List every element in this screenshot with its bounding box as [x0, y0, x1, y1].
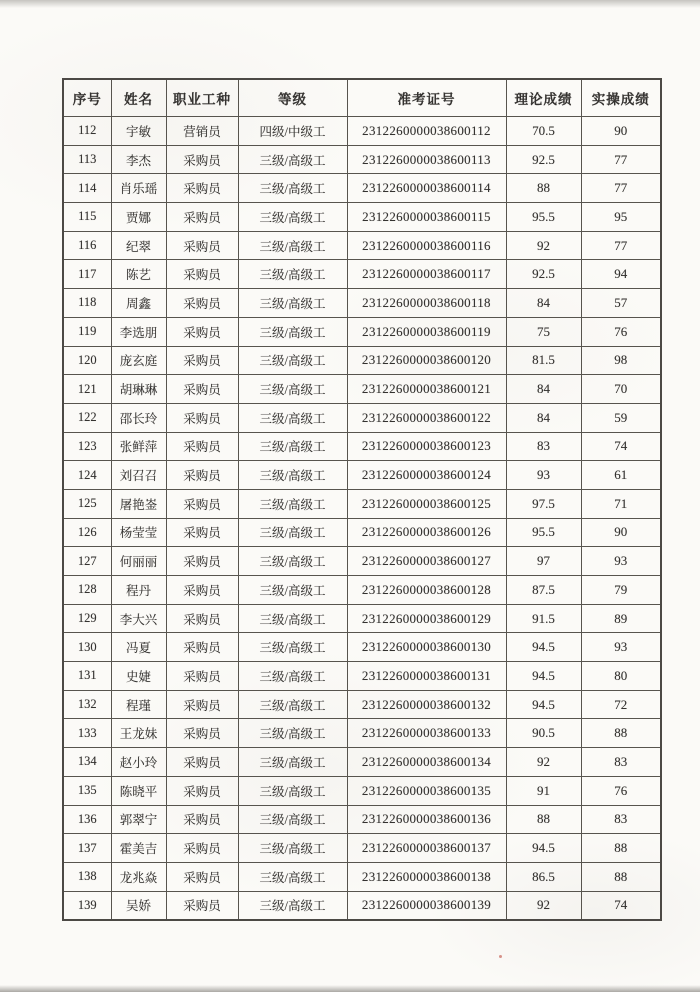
table-cell-name: 贾娜: [111, 203, 166, 232]
table-cell-ticket-no: 2312260000038600117: [347, 260, 506, 289]
table-cell-ticket-no: 2312260000038600139: [347, 891, 506, 920]
table-cell-index: 113: [63, 145, 111, 174]
table-cell-theory-score: 94.5: [506, 690, 581, 719]
table-cell-level: 三级/高级工: [238, 633, 347, 662]
table-cell-practical-score: 80: [581, 662, 661, 691]
table-cell-name: 屠艳崟: [111, 489, 166, 518]
table-cell-name: 庞玄庭: [111, 346, 166, 375]
table-cell-practical-score: 71: [581, 489, 661, 518]
table-cell-level: 三级/高级工: [238, 260, 347, 289]
table-cell-level: 三级/高级工: [238, 576, 347, 605]
table-row: [63, 719, 661, 748]
table-cell-level: 三级/高级工: [238, 432, 347, 461]
table-cell-ticket-no: 2312260000038600120: [347, 346, 506, 375]
table-cell-ticket-no: 2312260000038600135: [347, 776, 506, 805]
table-cell-theory-score: 75: [506, 317, 581, 346]
table-cell-level: 三级/高级工: [238, 203, 347, 232]
table-cell-index: 116: [63, 231, 111, 260]
table-cell-practical-score: 89: [581, 604, 661, 633]
table-cell-occupation: 采购员: [166, 432, 238, 461]
table-cell-theory-score: 87.5: [506, 576, 581, 605]
table-cell-occupation: 采购员: [166, 231, 238, 260]
table-cell-practical-score: 90: [581, 117, 661, 146]
table-cell-theory-score: 94.5: [506, 834, 581, 863]
table-cell-ticket-no: 2312260000038600114: [347, 174, 506, 203]
table-row: [63, 662, 661, 691]
table-cell-practical-score: 61: [581, 461, 661, 490]
table-cell-practical-score: 77: [581, 145, 661, 174]
table-cell-practical-score: 76: [581, 317, 661, 346]
column-header-theory-score: 理论成绩: [506, 79, 581, 117]
table-cell-practical-score: 93: [581, 633, 661, 662]
table-row: [63, 346, 661, 375]
table-cell-occupation: 采购员: [166, 690, 238, 719]
table-cell-occupation: 采购员: [166, 891, 238, 920]
table-cell-level: 三级/高级工: [238, 145, 347, 174]
table-cell-level: 三级/高级工: [238, 662, 347, 691]
table-cell-level: 三级/高级工: [238, 547, 347, 576]
table-cell-ticket-no: 2312260000038600126: [347, 518, 506, 547]
table-row: [63, 203, 661, 232]
table-cell-ticket-no: 2312260000038600112: [347, 117, 506, 146]
table-cell-occupation: 采购员: [166, 289, 238, 318]
table-cell-index: 117: [63, 260, 111, 289]
table-cell-ticket-no: 2312260000038600133: [347, 719, 506, 748]
table-cell-level: 三级/高级工: [238, 690, 347, 719]
column-header-ticket-no: 准考证号: [347, 79, 506, 117]
table-cell-occupation: 采购员: [166, 834, 238, 863]
table-cell-ticket-no: 2312260000038600116: [347, 231, 506, 260]
table-cell-index: 136: [63, 805, 111, 834]
table-cell-theory-score: 91: [506, 776, 581, 805]
table-cell-index: 137: [63, 834, 111, 863]
table-cell-name: 吴娇: [111, 891, 166, 920]
table-cell-practical-score: 95: [581, 203, 661, 232]
column-header-level: 等级: [238, 79, 347, 117]
table-row: [63, 375, 661, 404]
table-cell-index: 120: [63, 346, 111, 375]
table-cell-occupation: 采购员: [166, 375, 238, 404]
table-cell-index: 114: [63, 174, 111, 203]
table-cell-level: 三级/高级工: [238, 346, 347, 375]
table-cell-level: 三级/高级工: [238, 776, 347, 805]
table-cell-name: 何丽丽: [111, 547, 166, 576]
table-cell-practical-score: 90: [581, 518, 661, 547]
table-row: [63, 174, 661, 203]
table-cell-name: 宇敏: [111, 117, 166, 146]
table-cell-level: 三级/高级工: [238, 604, 347, 633]
table-row: [63, 289, 661, 318]
table-cell-level: 三级/高级工: [238, 719, 347, 748]
table-cell-name: 张鲜萍: [111, 432, 166, 461]
scan-edge-top: [0, 0, 700, 8]
table-cell-theory-score: 97.5: [506, 489, 581, 518]
table-cell-occupation: 采购员: [166, 662, 238, 691]
table-cell-name: 王龙妹: [111, 719, 166, 748]
table-cell-index: 133: [63, 719, 111, 748]
table-cell-ticket-no: 2312260000038600137: [347, 834, 506, 863]
table-cell-practical-score: 72: [581, 690, 661, 719]
table-cell-level: 三级/高级工: [238, 231, 347, 260]
table-cell-level: 三级/高级工: [238, 174, 347, 203]
table-cell-index: 123: [63, 432, 111, 461]
table-cell-name: 程瑾: [111, 690, 166, 719]
table-cell-level: 三级/高级工: [238, 375, 347, 404]
table-cell-ticket-no: 2312260000038600132: [347, 690, 506, 719]
table-cell-practical-score: 74: [581, 891, 661, 920]
table-cell-occupation: 采购员: [166, 805, 238, 834]
table-cell-name: 李大兴: [111, 604, 166, 633]
table-cell-theory-score: 92: [506, 891, 581, 920]
table-cell-occupation: 采购员: [166, 260, 238, 289]
table-cell-index: 121: [63, 375, 111, 404]
table-cell-index: 112: [63, 117, 111, 146]
table-row: [63, 576, 661, 605]
table-cell-occupation: 采购员: [166, 862, 238, 891]
table-cell-level: 三级/高级工: [238, 805, 347, 834]
table-row: [63, 834, 661, 863]
table-cell-occupation: 采购员: [166, 346, 238, 375]
table-row: [63, 403, 661, 432]
table-row: [63, 547, 661, 576]
table-cell-theory-score: 94.5: [506, 633, 581, 662]
table-cell-index: 132: [63, 690, 111, 719]
table-cell-level: 三级/高级工: [238, 518, 347, 547]
column-header-practical-score: 实操成绩: [581, 79, 661, 117]
exam-results-table: [62, 78, 662, 921]
table-cell-occupation: 采购员: [166, 547, 238, 576]
table-cell-occupation: 采购员: [166, 604, 238, 633]
table-body: [63, 117, 661, 921]
table-cell-name: 肖乐瑶: [111, 174, 166, 203]
table-cell-theory-score: 93: [506, 461, 581, 490]
table-cell-practical-score: 79: [581, 576, 661, 605]
table-cell-level: 三级/高级工: [238, 489, 347, 518]
table-cell-occupation: 采购员: [166, 776, 238, 805]
table-cell-name: 陈艺: [111, 260, 166, 289]
table-cell-index: 131: [63, 662, 111, 691]
table-cell-practical-score: 94: [581, 260, 661, 289]
table-cell-practical-score: 98: [581, 346, 661, 375]
table-cell-theory-score: 70.5: [506, 117, 581, 146]
table-cell-name: 纪翠: [111, 231, 166, 260]
table-cell-level: 三级/高级工: [238, 289, 347, 318]
table-row: [63, 891, 661, 920]
table-cell-practical-score: 88: [581, 862, 661, 891]
table-cell-practical-score: 74: [581, 432, 661, 461]
table-cell-theory-score: 84: [506, 375, 581, 404]
table-cell-theory-score: 92.5: [506, 260, 581, 289]
table-cell-name: 李选朋: [111, 317, 166, 346]
table-cell-ticket-no: 2312260000038600122: [347, 403, 506, 432]
table-cell-name: 邵长玲: [111, 403, 166, 432]
table-cell-theory-score: 84: [506, 289, 581, 318]
table-cell-name: 霍美吉: [111, 834, 166, 863]
table-cell-ticket-no: 2312260000038600125: [347, 489, 506, 518]
table-header: [63, 79, 661, 117]
table-row: [63, 461, 661, 490]
table-cell-ticket-no: 2312260000038600128: [347, 576, 506, 605]
table-cell-theory-score: 92.5: [506, 145, 581, 174]
table-row: [63, 748, 661, 777]
table-cell-ticket-no: 2312260000038600127: [347, 547, 506, 576]
table-cell-theory-score: 91.5: [506, 604, 581, 633]
table-cell-name: 胡琳琳: [111, 375, 166, 404]
table-row: [63, 604, 661, 633]
table-cell-name: 周鑫: [111, 289, 166, 318]
table-cell-index: 122: [63, 403, 111, 432]
table-cell-index: 135: [63, 776, 111, 805]
table-cell-occupation: 采购员: [166, 748, 238, 777]
table-cell-ticket-no: 2312260000038600134: [347, 748, 506, 777]
table-cell-index: 129: [63, 604, 111, 633]
table-cell-index: 126: [63, 518, 111, 547]
table-row: [63, 231, 661, 260]
table-cell-name: 史婕: [111, 662, 166, 691]
table-cell-practical-score: 76: [581, 776, 661, 805]
table-cell-occupation: 采购员: [166, 317, 238, 346]
table-cell-practical-score: 83: [581, 748, 661, 777]
table-cell-name: 冯夏: [111, 633, 166, 662]
column-header-occupation: 职业工种: [166, 79, 238, 117]
table-cell-name: 陈晓平: [111, 776, 166, 805]
table-cell-ticket-no: 2312260000038600119: [347, 317, 506, 346]
table-cell-practical-score: 83: [581, 805, 661, 834]
table-cell-occupation: 采购员: [166, 461, 238, 490]
scan-artifact-dot: [499, 955, 502, 958]
table-cell-theory-score: 94.5: [506, 662, 581, 691]
table-cell-occupation: 采购员: [166, 174, 238, 203]
table-cell-level: 三级/高级工: [238, 891, 347, 920]
table-cell-index: 138: [63, 862, 111, 891]
table-cell-occupation: 采购员: [166, 518, 238, 547]
table-cell-name: 刘召召: [111, 461, 166, 490]
table-cell-index: 115: [63, 203, 111, 232]
table-cell-name: 杨莹莹: [111, 518, 166, 547]
table-cell-index: 128: [63, 576, 111, 605]
column-header-index: 序号: [63, 79, 111, 117]
table-cell-ticket-no: 2312260000038600124: [347, 461, 506, 490]
table-cell-theory-score: 95.5: [506, 518, 581, 547]
table-cell-ticket-no: 2312260000038600138: [347, 862, 506, 891]
table-cell-ticket-no: 2312260000038600113: [347, 145, 506, 174]
table-cell-name: 郭翠宁: [111, 805, 166, 834]
table-cell-theory-score: 92: [506, 231, 581, 260]
table-cell-index: 118: [63, 289, 111, 318]
table-cell-level: 三级/高级工: [238, 748, 347, 777]
table-row: [63, 117, 661, 146]
table-row: [63, 518, 661, 547]
table-cell-index: 130: [63, 633, 111, 662]
table-cell-ticket-no: 2312260000038600121: [347, 375, 506, 404]
table-cell-theory-score: 88: [506, 174, 581, 203]
table-row: [63, 805, 661, 834]
table-cell-theory-score: 97: [506, 547, 581, 576]
table-cell-practical-score: 77: [581, 231, 661, 260]
table-row: [63, 489, 661, 518]
table-row: [63, 690, 661, 719]
table-cell-index: 139: [63, 891, 111, 920]
table-row: [63, 317, 661, 346]
table-cell-theory-score: 86.5: [506, 862, 581, 891]
table-cell-ticket-no: 2312260000038600130: [347, 633, 506, 662]
table-cell-name: 程丹: [111, 576, 166, 605]
table-cell-level: 三级/高级工: [238, 862, 347, 891]
table-cell-ticket-no: 2312260000038600129: [347, 604, 506, 633]
table-cell-theory-score: 95.5: [506, 203, 581, 232]
table-cell-occupation: 采购员: [166, 403, 238, 432]
table-cell-ticket-no: 2312260000038600136: [347, 805, 506, 834]
table-cell-occupation: 采购员: [166, 489, 238, 518]
table-cell-practical-score: 88: [581, 719, 661, 748]
column-header-name: 姓名: [111, 79, 166, 117]
scan-edge-bottom: [0, 985, 700, 992]
table-cell-level: 三级/高级工: [238, 834, 347, 863]
table-cell-index: 125: [63, 489, 111, 518]
table-row: [63, 145, 661, 174]
table-cell-ticket-no: 2312260000038600115: [347, 203, 506, 232]
table-cell-level: 三级/高级工: [238, 461, 347, 490]
table-cell-practical-score: 93: [581, 547, 661, 576]
table-cell-ticket-no: 2312260000038600123: [347, 432, 506, 461]
table-cell-index: 124: [63, 461, 111, 490]
table-cell-level: 三级/高级工: [238, 403, 347, 432]
table-cell-practical-score: 59: [581, 403, 661, 432]
table-cell-practical-score: 57: [581, 289, 661, 318]
table-cell-occupation: 采购员: [166, 203, 238, 232]
table-row: [63, 432, 661, 461]
table-row: [63, 260, 661, 289]
table-cell-theory-score: 81.5: [506, 346, 581, 375]
table-row: [63, 633, 661, 662]
table-cell-level: 三级/高级工: [238, 317, 347, 346]
table-cell-name: 赵小玲: [111, 748, 166, 777]
table-cell-index: 127: [63, 547, 111, 576]
table-header-row: [63, 79, 661, 117]
table-row: [63, 862, 661, 891]
table-cell-index: 134: [63, 748, 111, 777]
table-cell-practical-score: 88: [581, 834, 661, 863]
table-cell-name: 龙兆焱: [111, 862, 166, 891]
table-cell-practical-score: 70: [581, 375, 661, 404]
table-cell-occupation: 采购员: [166, 633, 238, 662]
table-cell-occupation: 采购员: [166, 719, 238, 748]
table-cell-occupation: 营销员: [166, 117, 238, 146]
table-cell-level: 四级/中级工: [238, 117, 347, 146]
table-row: [63, 776, 661, 805]
table-cell-ticket-no: 2312260000038600118: [347, 289, 506, 318]
table-cell-occupation: 采购员: [166, 576, 238, 605]
table-cell-ticket-no: 2312260000038600131: [347, 662, 506, 691]
table-cell-practical-score: 77: [581, 174, 661, 203]
table-cell-theory-score: 88: [506, 805, 581, 834]
table-cell-theory-score: 83: [506, 432, 581, 461]
table-cell-theory-score: 84: [506, 403, 581, 432]
table-cell-name: 李杰: [111, 145, 166, 174]
table-cell-occupation: 采购员: [166, 145, 238, 174]
table-cell-theory-score: 90.5: [506, 719, 581, 748]
table-cell-theory-score: 92: [506, 748, 581, 777]
table-cell-index: 119: [63, 317, 111, 346]
